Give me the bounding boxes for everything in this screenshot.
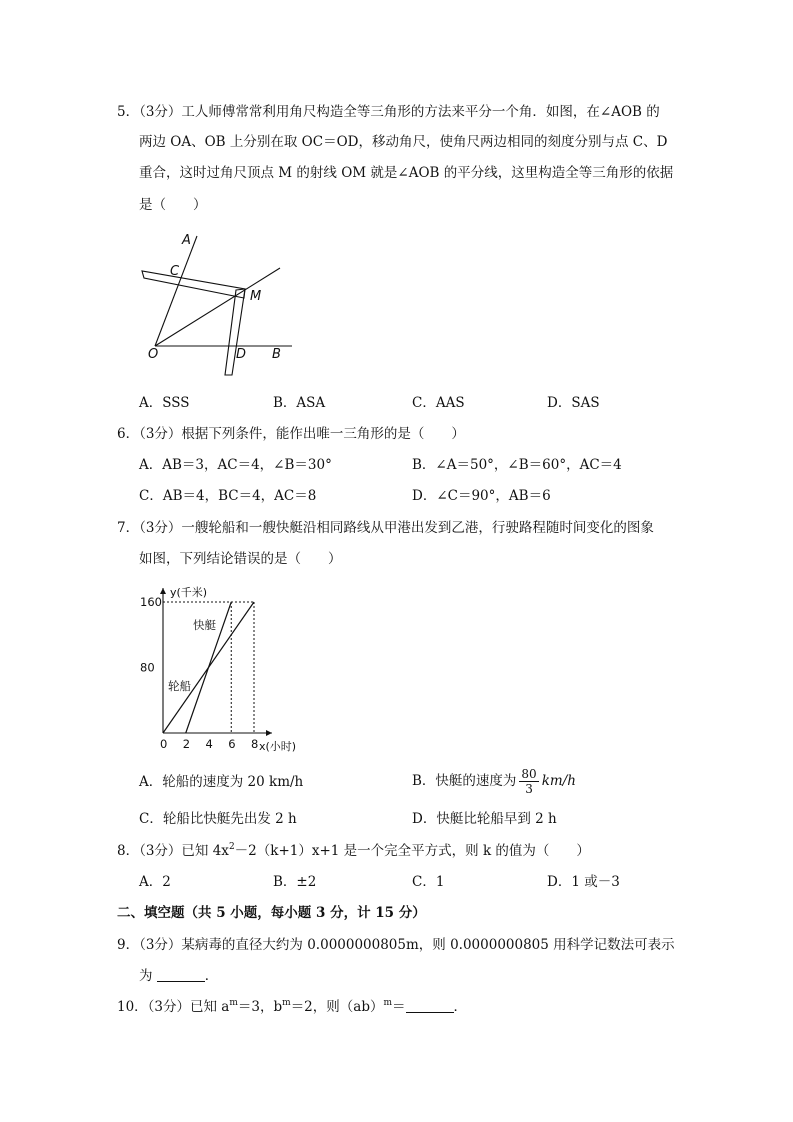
q5-option-b[interactable]: B．ASA (273, 395, 326, 411)
q7-option-d[interactable]: D．快艇比轮船早到 2 h (412, 811, 557, 827)
label-B: B (272, 347, 281, 362)
ray-oa (155, 236, 197, 346)
series-label-lunchuan: 轮船 (168, 679, 191, 693)
ray-om (155, 268, 280, 346)
q7-option-a[interactable]: A．轮船的速度为 20 km/h (139, 774, 304, 790)
y-axis-arrow (160, 588, 166, 594)
x-axis-arrow (266, 730, 272, 736)
q7-line2: 如图，下列结论错误的是（ ） (139, 551, 342, 567)
q10-answer-blank[interactable] (406, 998, 454, 1013)
q8-option-d[interactable]: D．1 或－3 (547, 874, 620, 890)
series-label-kuaiting: 快艇 (193, 618, 216, 632)
section2-title: 二、填空题（共 5 小题，每小题 3 分，计 15 分） (117, 905, 426, 921)
q5-option-c[interactable]: C．AAS (412, 395, 465, 411)
q9-line1: 9．（3分）某病毒的直径大约为 0.0000000805m，则 0.0000000805 用科学记数法可表示 (117, 937, 675, 953)
q7-option-c[interactable]: C．轮船比快艇先出发 2 h (139, 811, 297, 827)
series-line-0 (163, 602, 254, 733)
label-C: C (170, 264, 180, 279)
x-tick-label-8: 8 (251, 737, 259, 751)
fraction-80-3 (519, 767, 538, 796)
q10-exp2: m (282, 998, 291, 1008)
q8-stem-part2: －2（k+1）x+1 是一个完全平方式，则 k 的值为（ ） (234, 843, 590, 859)
x-tick-label-2: 2 (182, 737, 191, 751)
q5-option-d[interactable]: D．SAS (547, 395, 600, 411)
q8-option-a[interactable]: A．2 (139, 874, 171, 890)
q10-exp1: m (229, 998, 238, 1008)
q9-line2 (139, 967, 218, 985)
q6-option-a[interactable]: A．AB＝3，AC＝4，∠B＝30° (139, 457, 332, 473)
y-axis-label: y(千米) (170, 586, 208, 599)
q8-stem-part1: 8．（3分）已知 4x (117, 843, 229, 859)
x-tick-label-0: 0 (160, 737, 168, 751)
x-axis-label: x(小时) (259, 740, 297, 753)
q10-exp3: m (383, 998, 393, 1008)
label-A: A (182, 233, 191, 248)
q7-option-b-prefix: B．快艇的速度为 (412, 773, 517, 789)
ruler-arm-1 (142, 271, 245, 298)
q5-option-a[interactable]: A．SSS (139, 395, 190, 411)
q7-option-b-unit: km/h (541, 773, 576, 789)
q9-answer-blank[interactable] (157, 967, 205, 982)
label-O: O (148, 347, 159, 362)
q6-option-d[interactable]: D．∠C＝90°，AB＝6 (412, 488, 551, 504)
q8-option-c[interactable]: C．1 (412, 874, 445, 890)
q5-line4: 是（ ） (139, 197, 207, 213)
q8-stem (117, 842, 590, 860)
q7-option-b[interactable] (412, 764, 576, 798)
q6-stem: 6．（3分）根据下列条件，能作出唯一三角形的是（ ） (117, 426, 465, 442)
q10-period: ． (453, 999, 468, 1015)
x-tick-label-4: 4 (205, 737, 213, 751)
q6-option-b[interactable]: B．∠A＝50°，∠B＝60°，AC＝4 (412, 457, 622, 473)
q10-part-b: ＝3，b (237, 999, 283, 1015)
q6-option-c[interactable]: C．AB＝4，BC＝4，AC＝8 (139, 488, 317, 504)
q5-line2: 两边 OA、OB 上分别在取 OC＝OD，移动角尺，使角尺两边相同的刻度分别与点 C、D (139, 134, 668, 150)
q5-line3: 重合，这时过角尺顶点 M 的射线 OM 就是∠AOB 的平分线，这里构造全等三角形的依据 (139, 165, 674, 181)
series-line-1 (186, 602, 232, 733)
x-tick-label-6: 6 (228, 737, 236, 751)
q9-period: ． (204, 968, 219, 984)
label-D: D (236, 347, 247, 362)
q8-option-b[interactable]: B．±2 (273, 874, 317, 890)
label-M: M (250, 289, 262, 304)
ruler-arm-2 (225, 289, 245, 375)
q10-part-c: ＝2，则（ab） (290, 999, 384, 1015)
y-tick-label-160: 160 (140, 595, 162, 609)
q10-stem (117, 998, 467, 1016)
q10-part-d: ＝ (392, 999, 406, 1015)
frac-den: 3 (525, 782, 533, 796)
q7-line1: 7．（3分）一艘轮船和一艘快艇沿相同路线从甲港出发到乙港，行驶路程随时间变化的图象 (117, 520, 654, 536)
y-tick-label-80: 80 (140, 660, 155, 675)
frac-num: 80 (521, 767, 537, 781)
q10-part-a: 10．（3分）已知 a (117, 999, 230, 1015)
q9-prefix: 为 (139, 968, 153, 984)
q5-line1: 5．（3分）工人师傅常常利用角尺构造全等三角形的方法来平分一个角．如图，在∠AOB 的 (117, 104, 660, 120)
q8-exponent: 2 (228, 842, 235, 852)
